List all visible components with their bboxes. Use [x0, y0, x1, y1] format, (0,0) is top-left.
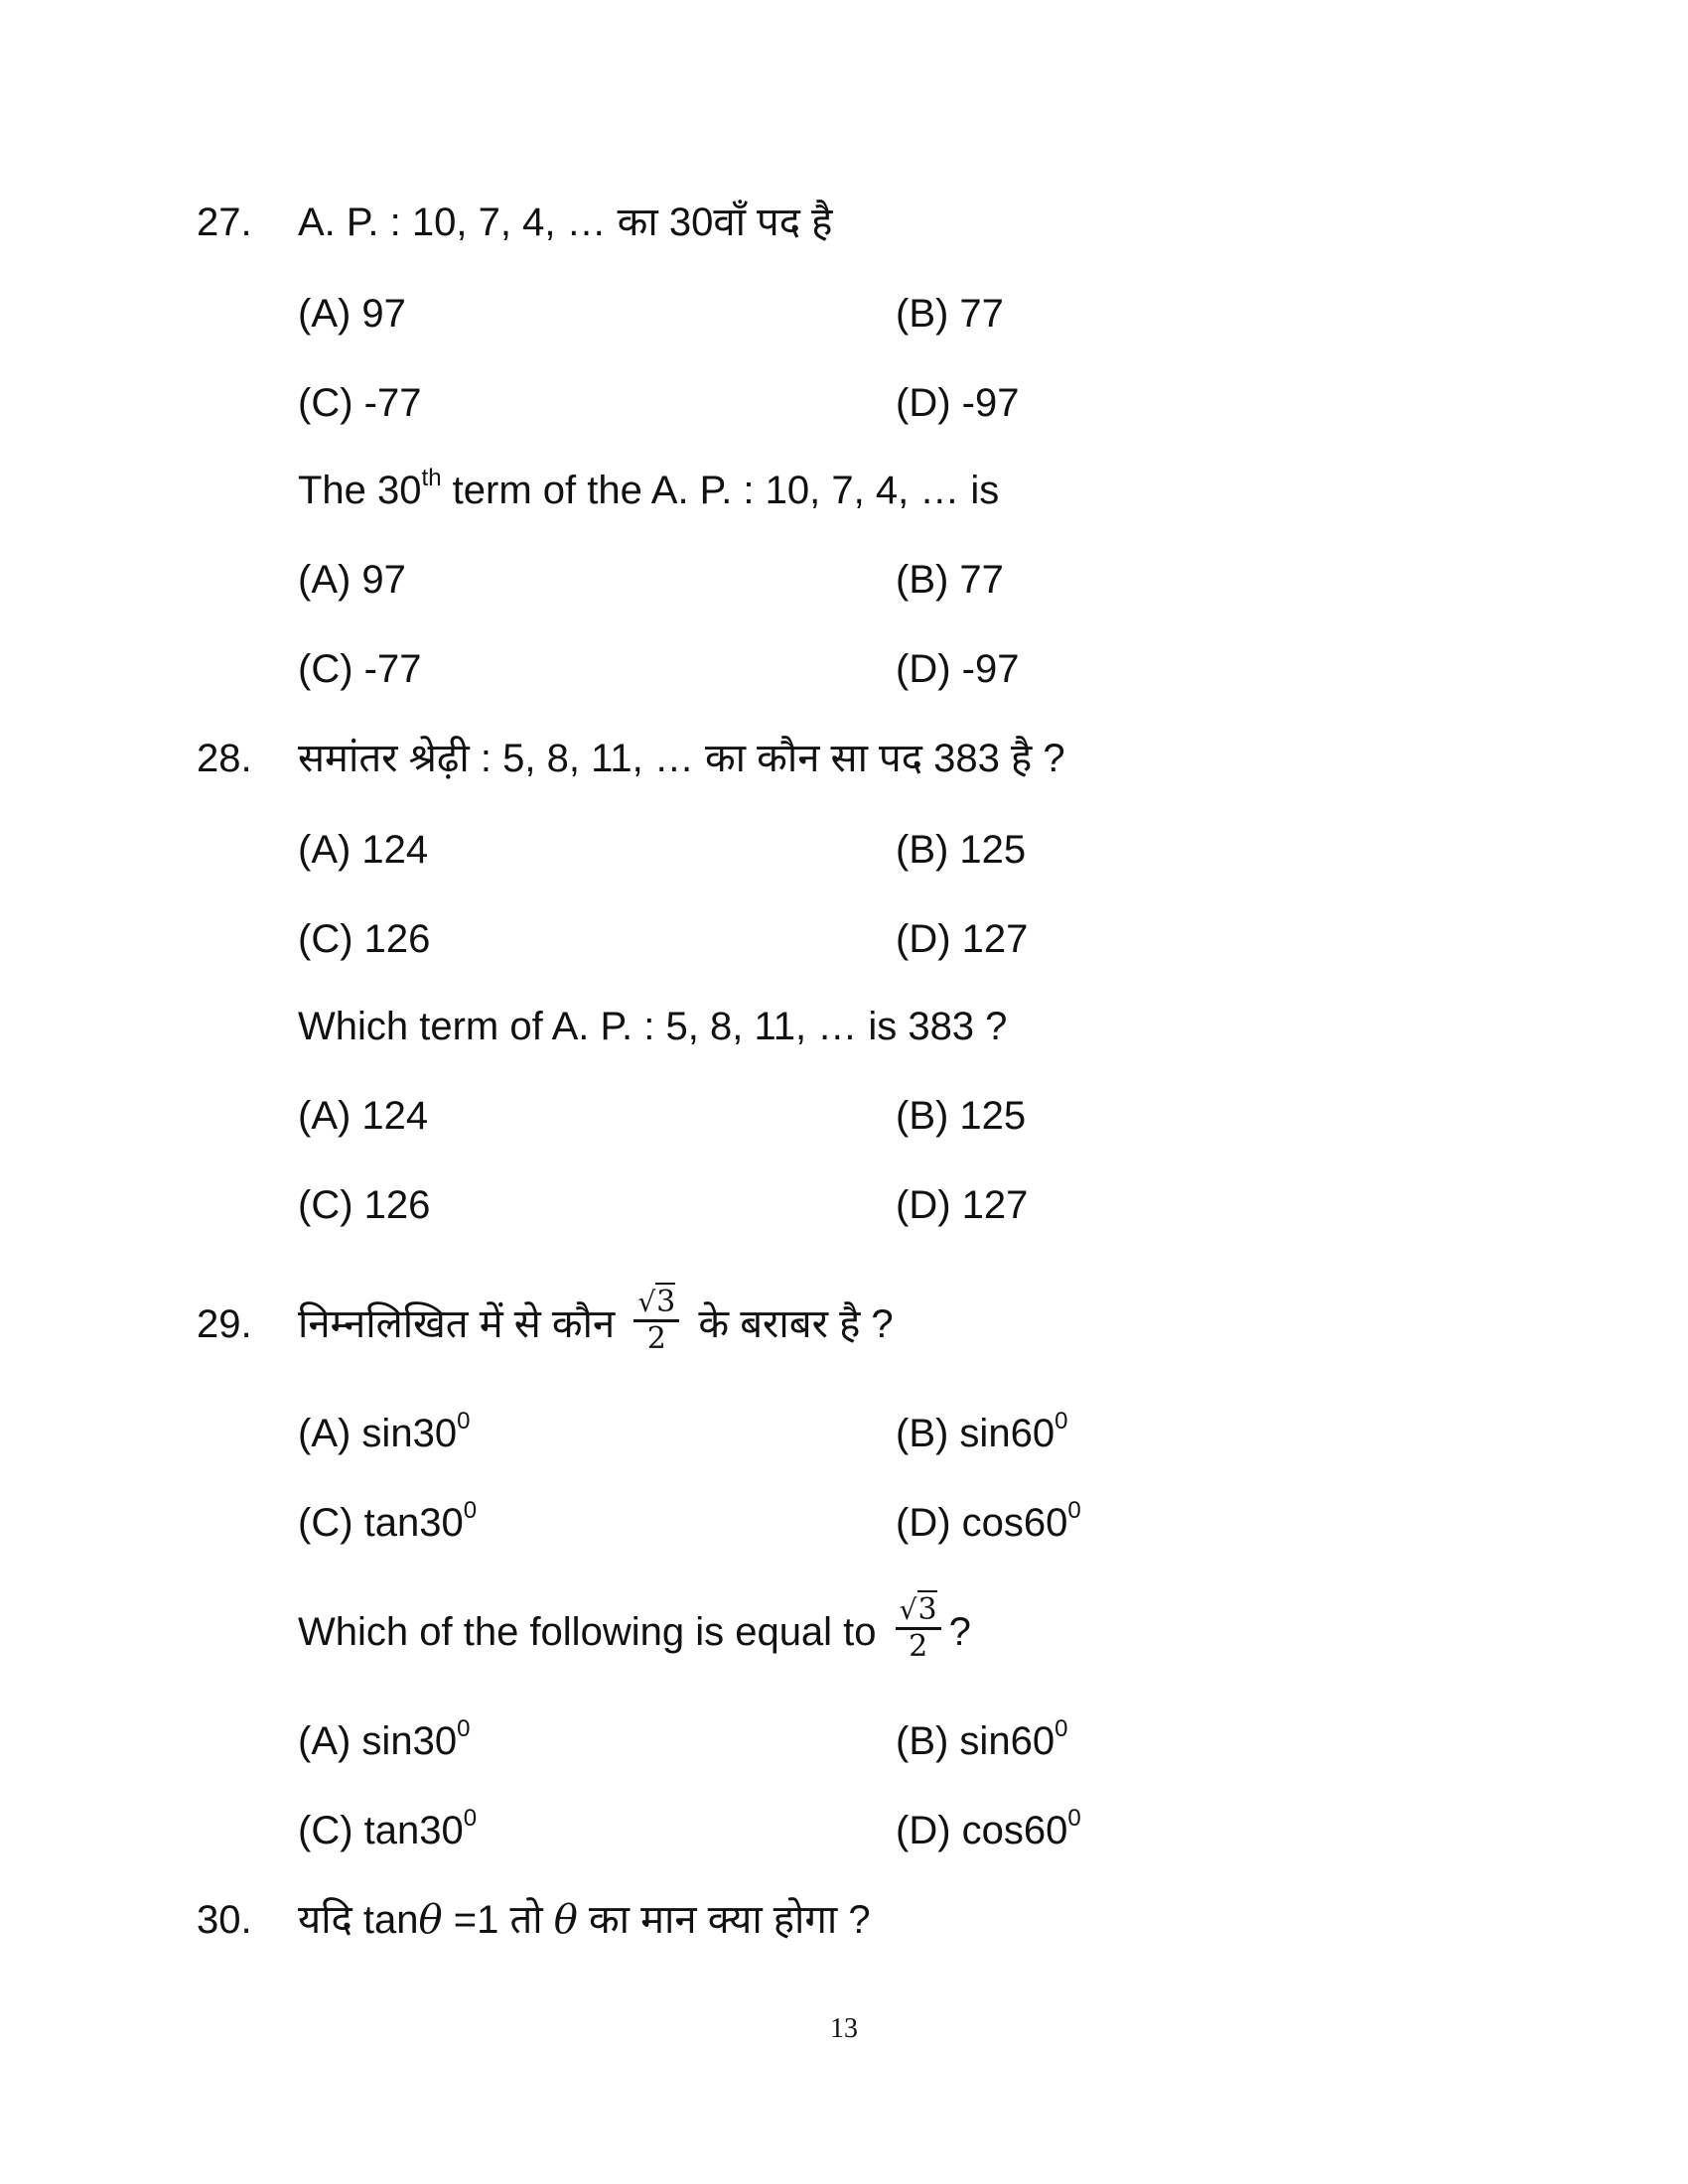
- sqrt3-over-2-fraction-english: $\frac{√3}{2}$: [896, 1593, 941, 1664]
- q28-hindi-option-c: (C) 126: [298, 917, 431, 961]
- q28-hindi-option-d: (D) 127: [896, 917, 1029, 961]
- question-28-hindi-text: समांतर श्रेढ़ी : 5, 8, 11, … का कौन सा पद 383 है ?: [298, 737, 1065, 780]
- question-30-hindi-text: यदि tanθ =1 तो θ का मान क्या होगा ?: [298, 1897, 871, 1943]
- q27-hindi-option-d: (D) -97: [896, 381, 1020, 425]
- q28-english-option-c: (C) 126: [298, 1183, 431, 1227]
- q27-hindi-option-c: (C) -77: [298, 381, 422, 425]
- q27-english-option-d: (D) -97: [896, 647, 1020, 691]
- q28-hindi-option-a: (A) 124: [298, 828, 429, 872]
- q27-english-option-a: (A) 97: [298, 558, 406, 602]
- question-27-english-text: The 30th term of the A. P. : 10, 7, 4, … is: [298, 464, 1000, 512]
- question-29-english-text: Which of the following is equal to $\frac{√3}{2}$ ?: [298, 1591, 971, 1664]
- q28-hindi-option-b: (B) 125: [896, 828, 1027, 872]
- q29-hindi-option-a: (A) $\sin 30^0$: [298, 1407, 471, 1455]
- q29-hindi-option-b: (B) $\sin 60^0$: [896, 1407, 1068, 1455]
- q29-english-option-d: (D) $\cos 60^0$: [896, 1804, 1081, 1852]
- q28-english-option-d: (D) 127: [896, 1183, 1029, 1227]
- question-number-30: 30.: [197, 1898, 252, 1942]
- sqrt3-over-2-fraction: $\frac{√3}{2}$: [633, 1286, 679, 1356]
- q27-hindi-option-b: (B) 77: [896, 292, 1004, 336]
- q27-english-option-b: (B) 77: [896, 558, 1004, 602]
- q29-english-option-c: (C) $\tan 30^0$: [298, 1804, 478, 1852]
- q29-english-option-b: (B) $\sin 60^0$: [896, 1714, 1068, 1763]
- q28-english-option-a: (A) 124: [298, 1094, 429, 1138]
- q27-hindi-option-a: (A) 97: [298, 292, 406, 336]
- question-number-27: 27.: [197, 201, 252, 244]
- question-number-28: 28.: [197, 737, 252, 780]
- q29-english-option-a: (A) $\sin 30^0$: [298, 1714, 471, 1763]
- q29-hindi-option-d: (D) $\cos 60^0$: [896, 1496, 1081, 1545]
- q28-english-option-b: (B) 125: [896, 1094, 1027, 1138]
- question-28-english-text: Which term of A. P. : 5, 8, 11, … is 383 ?: [298, 1005, 1008, 1048]
- page-number: 13: [830, 2013, 858, 2044]
- q27-english-option-c: (C) -77: [298, 647, 422, 691]
- question-27-hindi-text: A. P. : 10, 7, 4, … का 30वाँ पद है: [298, 201, 833, 244]
- q29-hindi-option-c: (C) $\tan 30^0$: [298, 1496, 478, 1545]
- question-29-hindi-text: निम्नलिखित में से कौन $\frac{√3}{2}$ के बराबर है ?: [298, 1284, 894, 1356]
- question-number-29: 29.: [197, 1302, 252, 1346]
